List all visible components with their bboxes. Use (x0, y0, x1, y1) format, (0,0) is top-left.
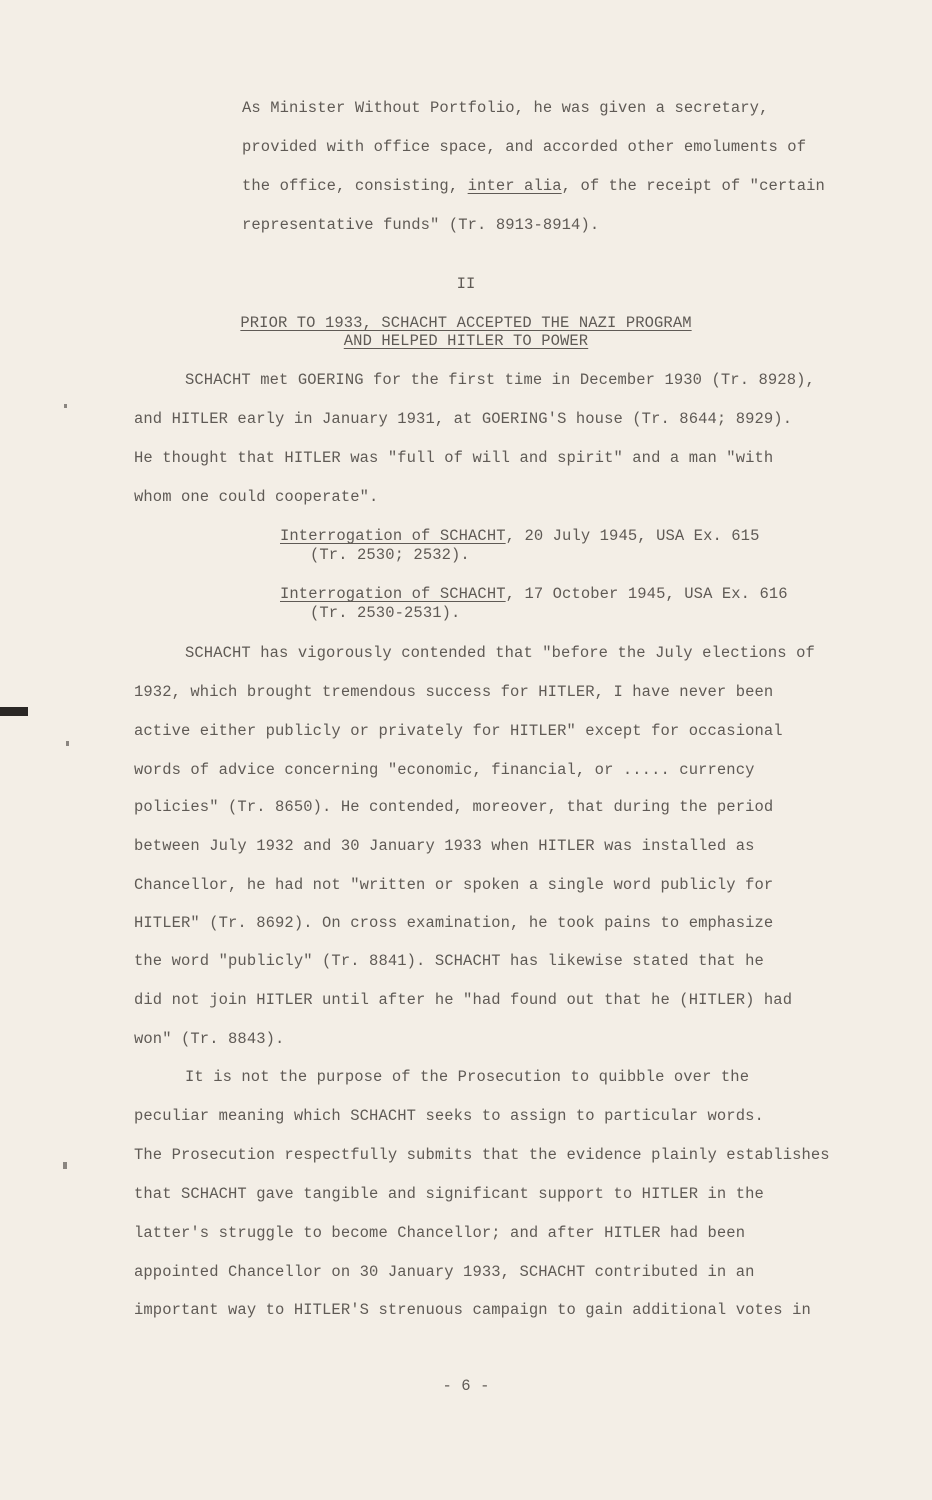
para3-line: between July 1932 and 30 January 1933 when HITLER was installed as (134, 837, 755, 855)
para2-line1: SCHACHT met GOERING for the first time in December 1930 (Tr. 8928), (185, 371, 815, 389)
section-heading-line2: AND HELPED HITLER TO POWER (343, 332, 589, 350)
citation-2-title: Interrogation of SCHACHT (280, 585, 506, 603)
para4-line: important way to HITLER'S strenuous campaign to gain additional votes in (134, 1301, 811, 1319)
para4-line: that SCHACHT gave tangible and significant support to HITLER in the (134, 1185, 764, 1203)
para4-line: The Prosecution respectfully submits that the evidence plainly establishes (134, 1146, 830, 1164)
para1-line2: provided with office space, and accorded other emoluments of (242, 138, 807, 156)
para2-line4: whom one could cooperate". (134, 488, 379, 506)
para2-line3: He thought that HITLER was "full of will and spirit" and a man "with (134, 449, 774, 467)
para4-line: latter's struggle to become Chancellor; and after HITLER had been (134, 1224, 746, 1242)
citation-1 (280, 527, 759, 545)
citation-1-rest: , 20 July 1945, USA Ex. 615 (505, 527, 760, 545)
para1-line1: As Minister Without Portfolio, he was given a secretary, (242, 99, 769, 117)
citation-1-ref: (Tr. 2530; 2532). (310, 546, 470, 564)
section-heading-line1: PRIOR TO 1933, SCHACHT ACCEPTED THE NAZI PROGRAM (240, 314, 692, 332)
scan-mark (64, 404, 67, 408)
para2-line2: and HITLER early in January 1931, at GOERING'S house (Tr. 8644; 8929). (134, 410, 793, 428)
section-number: II (456, 275, 476, 293)
scan-mark (63, 1162, 67, 1169)
para3-line: SCHACHT has vigorously contended that "before the July elections of (185, 644, 815, 662)
scan-mark (66, 741, 69, 746)
citation-2-ref: (Tr. 2530-2531). (310, 604, 461, 622)
page-number: - 6 - (442, 1377, 490, 1395)
para3-line: Chancellor, he had not "written or spoken a single word publicly for (134, 876, 774, 894)
para4-line: It is not the purpose of the Prosecution to quibble over the (185, 1068, 750, 1086)
para3-line: policies" (Tr. 8650). He contended, moreover, that during the period (134, 798, 774, 816)
citation-1-title: Interrogation of SCHACHT (280, 527, 506, 545)
para3-line: words of advice concerning "economic, financial, or ..... currency (134, 761, 755, 779)
scan-mark (0, 707, 28, 716)
para3-line: won" (Tr. 8843). (134, 1030, 285, 1048)
para1-line4: representative funds" (Tr. 8913-8914). (242, 216, 600, 234)
citation-2-rest: , 17 October 1945, USA Ex. 616 (505, 585, 788, 603)
para4-line: peculiar meaning which SCHACHT seeks to assign to particular words. (134, 1107, 764, 1125)
para3-line: the word "publicly" (Tr. 8841). SCHACHT has likewise stated that he (134, 952, 764, 970)
para3-line: active either publicly or privately for HITLER" except for occasional (134, 722, 783, 740)
citation-2 (280, 585, 788, 603)
para1-line3 (242, 177, 825, 195)
para1-line3-pre: the office, consisting, (242, 177, 468, 195)
para1-line3-post: , of the receipt of "certain (561, 177, 825, 195)
para3-line: did not join HITLER until after he "had found out that he (HITLER) had (134, 991, 793, 1009)
para3-line: HITLER" (Tr. 8692). On cross examination, he took pains to emphasize (134, 914, 774, 932)
para3-line: 1932, which brought tremendous success for HITLER, I have never been (134, 683, 774, 701)
inter-alia-text: inter alia (467, 177, 562, 195)
para4-line: appointed Chancellor on 30 January 1933, SCHACHT contributed in an (134, 1263, 755, 1281)
